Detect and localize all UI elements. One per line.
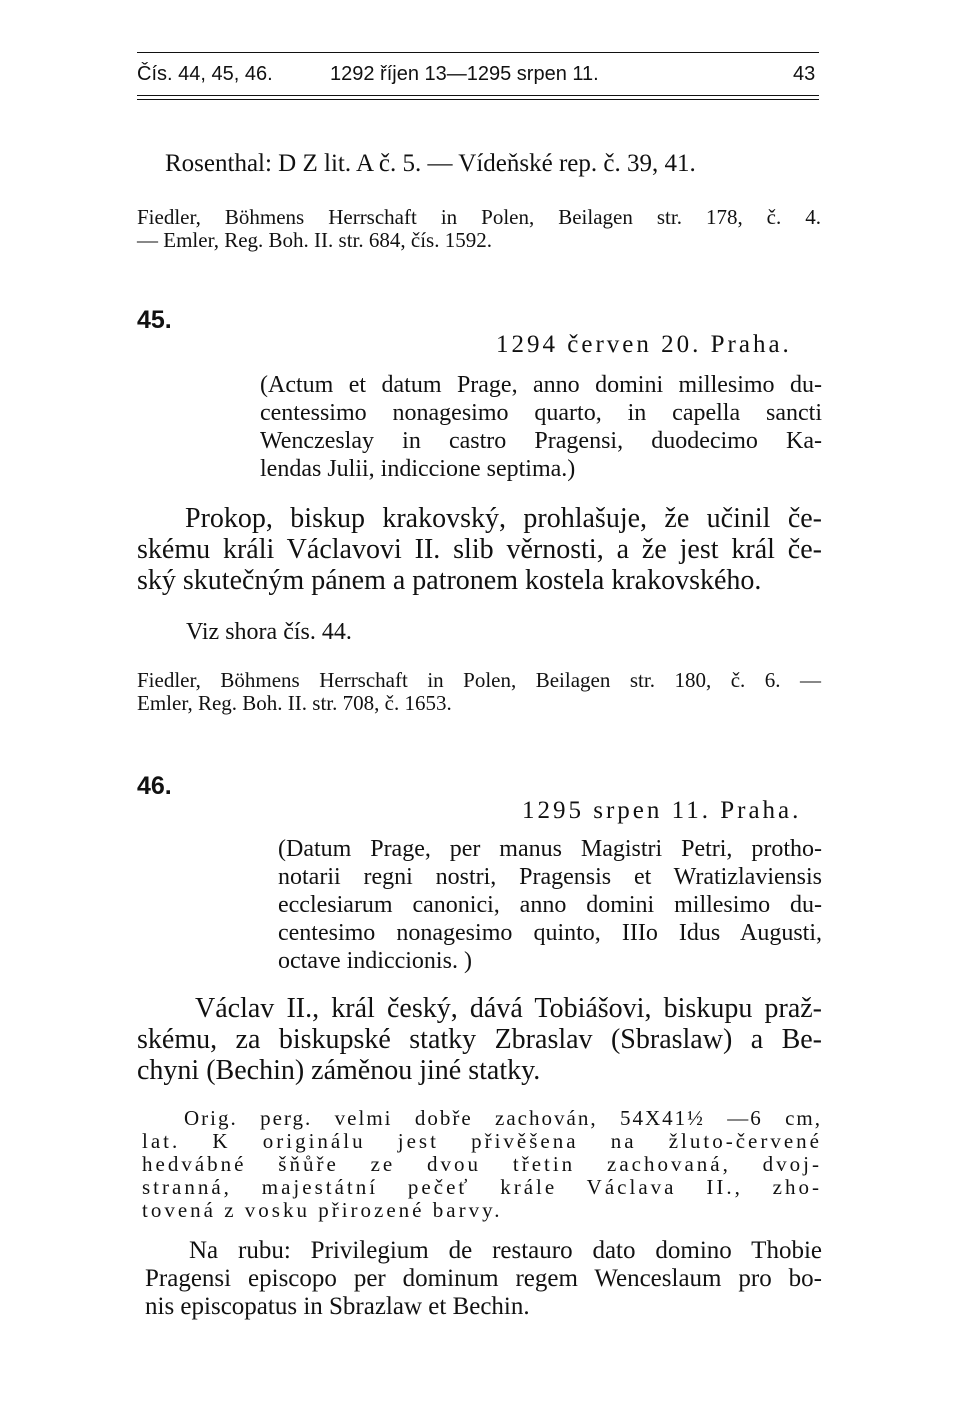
header-center: 1292 říjen 13—1295 srpen 11. xyxy=(330,63,599,85)
doc45-lit-line: Emler, Reg. Boh. II. str. 708, č. 1653. xyxy=(137,691,452,715)
doc46-regest-line: Václav II., král český, dává Tobiášovi, biskupu praž- xyxy=(195,993,822,1024)
doc46-datum-clause xyxy=(278,835,822,975)
doc46-datum-line: ecclesiarum canonici, anno domini millesimo du- xyxy=(278,892,822,918)
rosenthal-line: Rosenthal: D Z lit. A č. 5. — Vídeňské rep. č. 39, 41. xyxy=(165,150,696,177)
doc46-regest-line: skému, za biskupské statky Zbraslav (Sbraslaw) a Be- xyxy=(137,1024,822,1055)
doc45-date-place: 1294 červen 20. Praha. xyxy=(496,331,792,358)
doc46-description-line: lat. K originálu jest přivěšena na žluto-červené xyxy=(142,1129,822,1153)
doc45-datum-line: (Actum et datum Prage, anno domini millesimo du- xyxy=(260,372,822,398)
doc46-regest-line: chyni (Bechin) záměnou jiné statky. xyxy=(137,1055,541,1086)
doc46-dorsal-line: Na rubu: Privilegium de restauro dato domino Thobie xyxy=(189,1237,822,1264)
doc46-dorsal-line: nis episcopatus in Sbrazlaw et Bechin. xyxy=(145,1293,530,1320)
doc45-datum-line: Wenczeslay in castro Pragensi, duodecimo Ka- xyxy=(260,428,822,454)
doc45-number: 45. xyxy=(137,306,172,334)
header-bottom-rule xyxy=(137,95,819,96)
doc45-lit-line: Fiedler, Böhmens Herrschaft in Polen, Beilagen str. 180, č. 6. — xyxy=(137,668,821,692)
doc46-datum-line: centesimo nonagesimo quinto, IIIo Idus Augusti, xyxy=(278,920,822,946)
doc44-lit-line: — Emler, Reg. Boh. II. str. 684, čís. 1592. xyxy=(137,228,492,252)
doc46-regest xyxy=(137,993,822,1086)
doc45-regest-line: skému králi Václavovi II. slib věrnosti, a že jest král če- xyxy=(137,534,822,565)
page-number: 43 xyxy=(793,63,816,85)
doc46-description-line: Orig. perg. velmi dobře zachován, 54X41½ —6 cm, xyxy=(184,1106,822,1130)
doc46-datum-line: (Datum Prage, per manus Magistri Petri, protho- xyxy=(278,836,822,862)
doc45-datum-line: lendas Julii, indiccione septima.) xyxy=(260,456,576,482)
doc46-datum-line: notarii regni nostri, Pragensis et Wratizlaviensis xyxy=(278,864,822,890)
doc46-description-line: hedvábné šňůře ze dvou třetin zachovaná, dvoj- xyxy=(142,1152,822,1176)
header-bottom-rule-2 xyxy=(137,99,819,100)
doc44-literature xyxy=(137,206,821,252)
header-left: Čís. 44, 45, 46. xyxy=(137,63,273,85)
doc45-datum-line: centessimo nonagesimo quarto, in capella sancti xyxy=(260,400,822,426)
doc45-regest xyxy=(137,503,822,596)
doc46-dorsal-line: Pragensi episcopo per dominum regem Wenceslaum pro bo- xyxy=(145,1265,822,1292)
doc46-number: 46. xyxy=(137,772,172,800)
header-top-rule xyxy=(137,52,819,53)
doc45-literature xyxy=(137,669,821,715)
doc45-regest-line: Prokop, biskup krakovský, prohlašuje, že učinil če- xyxy=(185,503,822,534)
doc46-description-line: tovená z vosku přirozené barvy. xyxy=(142,1198,503,1222)
doc46-description xyxy=(142,1107,822,1222)
doc46-description-line: stranná, majestátní pečeť krále Václava II., zho- xyxy=(142,1175,822,1199)
doc45-datum-clause xyxy=(260,371,822,483)
doc45-regest-line: ský skutečným pánem a patronem kostela krakovského. xyxy=(137,565,762,596)
doc46-dorsal-note xyxy=(145,1237,822,1321)
doc44-lit-line: Fiedler, Böhmens Herrschaft in Polen, Beilagen str. 178, č. 4. xyxy=(137,205,821,229)
doc46-date-place: 1295 srpen 11. Praha. xyxy=(522,797,802,824)
doc45-note: Viz shora čís. 44. xyxy=(186,619,352,645)
doc46-datum-line: octave indiccionis. ) xyxy=(278,948,472,974)
